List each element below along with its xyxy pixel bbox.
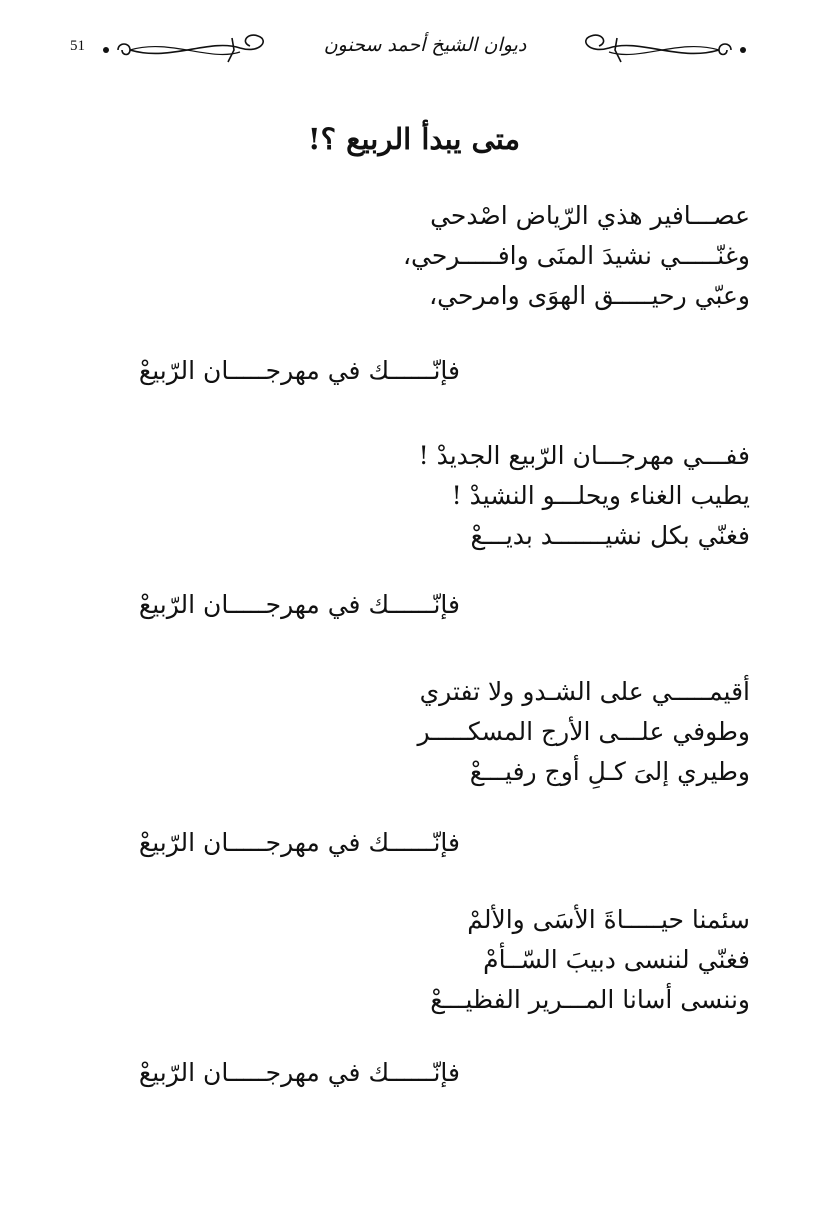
refrain-line: فإنّــــــك في مهرجـــــان الرّبيعْ <box>138 1058 460 1087</box>
left-flourish-ornament <box>100 30 275 70</box>
stanza-2 <box>360 436 750 556</box>
stanza-1 <box>360 196 750 316</box>
right-flourish-ornament <box>574 30 749 70</box>
stanza-3 <box>360 672 750 792</box>
verse-line: فغنّي بكل نشيـــــــد بديـــعْ <box>470 521 750 550</box>
verse-line: فغنّي لننسى دبيبَ السّــأمْ <box>483 945 750 974</box>
verse-line: وطوفي علـــى الأرج المسكـــــر <box>417 717 750 746</box>
verse-line: يطيب الغناء ويحلـــو النشيدْ ! <box>451 481 750 510</box>
verse-line: عصـــافير هذي الرّياض اصْدحي <box>430 201 750 230</box>
page-header <box>0 20 822 75</box>
refrain-line: فإنّــــــك في مهرجـــــان الرّبيعْ <box>138 828 460 857</box>
verse-line: وطيري إلىَ كـلِ أوج رفيـــعْ <box>469 757 750 786</box>
verse-line: أقيمـــــي على الشـدو ولا تفتري <box>419 677 750 706</box>
stanza-4 <box>360 900 750 1020</box>
page-number: 51 <box>70 38 85 54</box>
poem-title: متى يبدأ الربيع ؟! <box>307 122 520 156</box>
verse-line: وغنّـــــي نشيدَ المنَى وافـــــرحي، <box>402 241 750 270</box>
verse-line: وننسى أسانا المـــرير الفظيـــعْ <box>430 985 750 1014</box>
refrain-line: فإنّــــــك في مهرجـــــان الرّبيعْ <box>138 356 460 385</box>
verse-line: ففـــي مهرجـــان الرّبيع الجديدْ ! <box>418 441 750 470</box>
verse-line: وعبّي رحيـــــق الهوَى وامرحي، <box>429 281 750 310</box>
running-header-title: ديوان الشيخ أحمد سحنون <box>323 34 527 56</box>
verse-line: سئمنا حيـــــاةَ الأسَى والألمْ <box>467 905 750 934</box>
refrain-line: فإنّــــــك في مهرجـــــان الرّبيعْ <box>138 590 460 619</box>
